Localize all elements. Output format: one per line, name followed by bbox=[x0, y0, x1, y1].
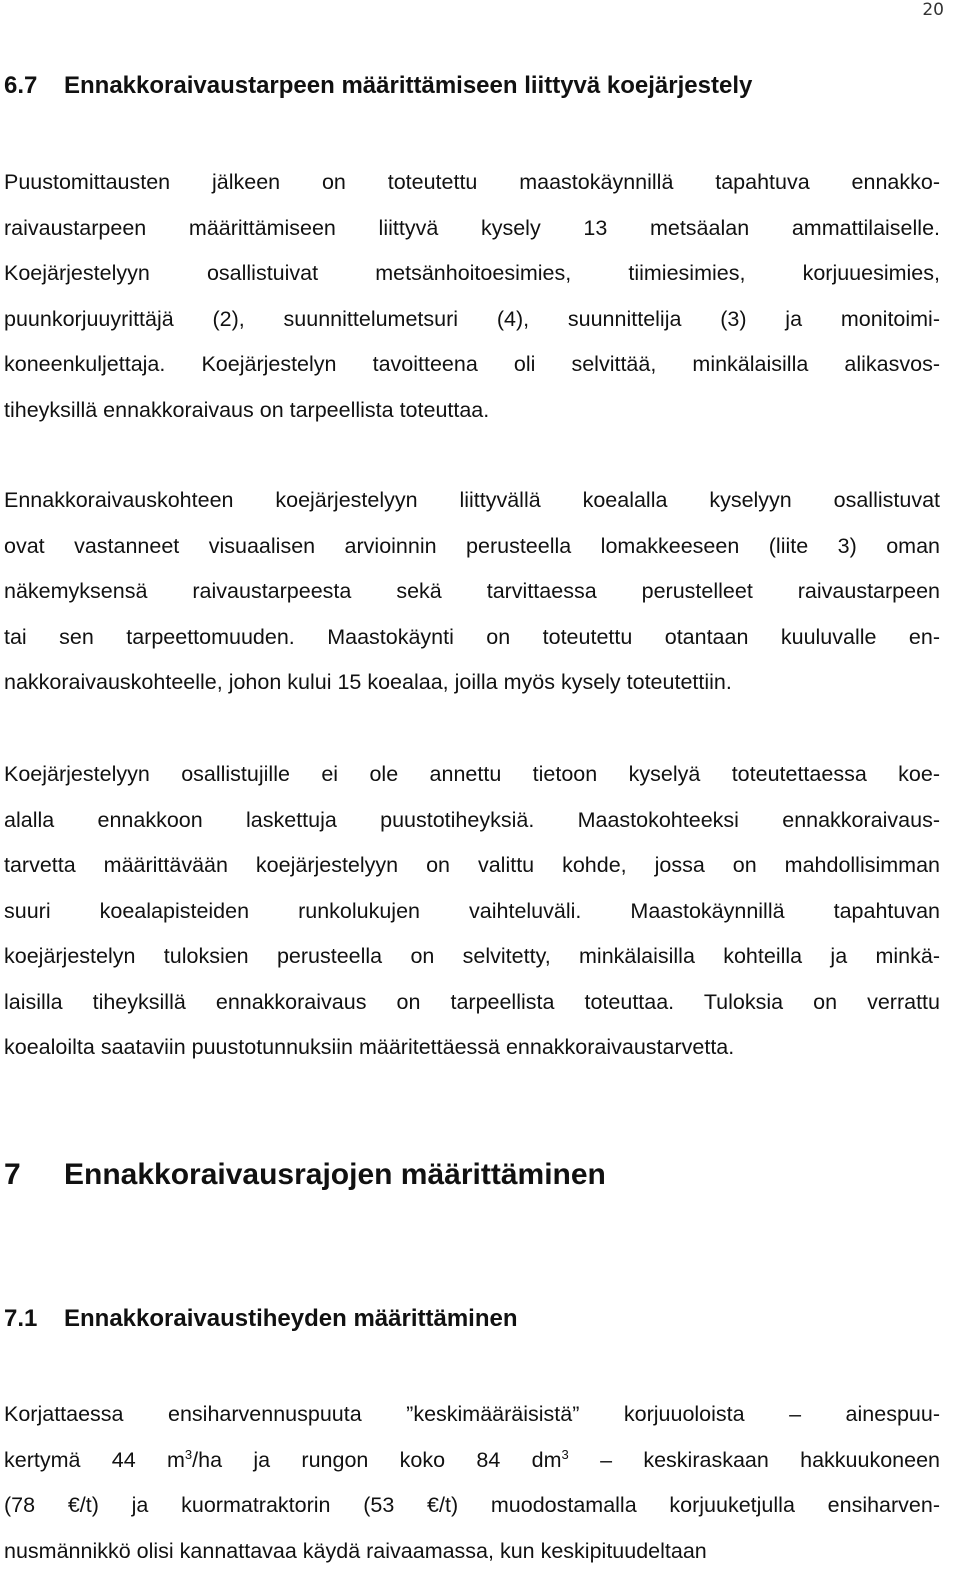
text-line: tarvetta määrittävään koejärjestelyyn on valittu kohde, jossa on mahdollisimman bbox=[4, 853, 940, 877]
chapter-number: 7 bbox=[4, 1158, 21, 1191]
text-line bbox=[4, 1438, 940, 1484]
superscript: 3 bbox=[184, 1446, 193, 1462]
text-line: tai sen tarpeettomuuden. Maastokäynti on toteutettu otantaan kuuluvalle en- bbox=[4, 624, 940, 649]
text-line: alalla ennakkoon laskettuja puustotiheyksiä. Maastokohteeksi ennakkoraivaus- bbox=[4, 807, 940, 832]
text-fragment: – keskiraskaan hakkuukoneen bbox=[568, 1447, 940, 1472]
text-line: näkemyksensä raivaustarpeesta sekä tarvittaessa perustelleet raivaustarpeen bbox=[4, 579, 940, 603]
text-line: tiheyksillä ennakkoraivaus on tarpeellista toteuttaa. bbox=[4, 397, 490, 422]
text-line: Koejärjestelyyn osallistuivat metsänhoitoesimies, tiimiesimies, korjuuesimies, bbox=[4, 261, 940, 285]
text-line: Puustomittausten jälkeen on toteutettu maastokäynnillä tapahtuva ennakko- bbox=[4, 170, 940, 194]
text-line: koneenkuljettaja. Koejärjestelyn tavoitteena oli selvittää, minkälaisilla alikasvos- bbox=[4, 352, 940, 376]
text-line: Korjattaessa ensiharvennuspuuta ”keskimääräisistä” korjuuoloista – ainespuu- bbox=[4, 1402, 940, 1426]
paragraph bbox=[4, 1392, 940, 1574]
text-line: (78 €/t) ja kuormatraktorin (53 €/t) muodostamalla korjuuketjulla ensiharven- bbox=[4, 1493, 940, 1517]
text-line: ovat vastanneet visuaalisen arvioinnin perusteella lomakkeeseen (liite 3) oman bbox=[4, 533, 940, 558]
text-line: laisilla tiheyksillä ennakkoraivaus on tarpeellista toteuttaa. Tuloksia on verrattu bbox=[4, 989, 940, 1014]
paragraph bbox=[4, 752, 940, 1071]
text-line: koealoilta saataviin puustotunnuksiin määritettäessä ennakkoraivaustarvetta. bbox=[4, 1035, 735, 1059]
chapter-title: Ennakkoraivausrajojen määrittäminen bbox=[64, 1158, 606, 1191]
text-line: Ennakkoraivauskohteen koejärjestelyyn liittyvällä koealalla kyselyyn osallistuvat bbox=[4, 488, 940, 512]
section-heading-6-7 bbox=[4, 72, 752, 100]
paragraph bbox=[4, 160, 940, 433]
text-fragment: /ha ja rungon koko 84 dm bbox=[192, 1447, 562, 1472]
text-line: nakkoraivauskohteelle, johon kului 15 koealaa, joilla myös kysely toteutettiin. bbox=[4, 670, 732, 694]
section-title: Ennakkoraivaustiheyden määrittäminen bbox=[64, 1305, 518, 1332]
text-line: koejärjestelyn tuloksien perusteella on selvitetty, minkälaisilla kohteilla ja minkä- bbox=[4, 944, 940, 968]
text-fragment: kertymä 44 m bbox=[4, 1447, 185, 1472]
text-line: nusmännikkö olisi kannattavaa käydä raivaamassa, kun keskipituudeltaan bbox=[4, 1538, 707, 1563]
text-line: suuri koealapisteiden runkolukujen vaihteluväli. Maastokäynnillä tapahtuvan bbox=[4, 898, 940, 923]
text-line: puunkorjuuyrittäjä (2), suunnittelumetsuri (4), suunnittelija (3) ja monitoimi- bbox=[4, 306, 940, 331]
page-number: 20 bbox=[922, 0, 944, 20]
section-number: 7.1 bbox=[4, 1305, 38, 1332]
superscript: 3 bbox=[561, 1446, 569, 1462]
chapter-heading-7 bbox=[4, 1158, 606, 1192]
section-heading-7-1 bbox=[4, 1305, 518, 1333]
text-line: raivaustarpeen määrittämiseen liittyvä kysely 13 metsäalan ammattilaiselle. bbox=[4, 215, 940, 240]
section-title: Ennakkoraivaustarpeen määrittämiseen liittyvä koejärjestely bbox=[64, 72, 753, 99]
text-line: Koejärjestelyyn osallistujille ei ole annettu tietoon kyselyä toteutettaessa koe- bbox=[4, 762, 940, 786]
paragraph bbox=[4, 478, 940, 706]
section-number: 6.7 bbox=[4, 72, 38, 99]
